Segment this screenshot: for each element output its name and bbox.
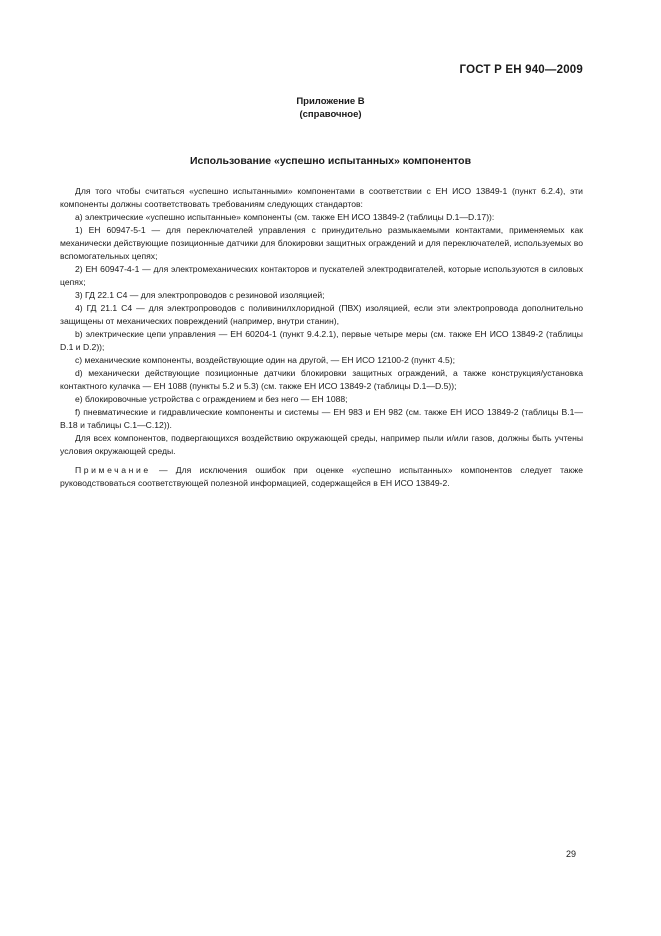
paragraph: c) механические компоненты, воздействующие один на другой, — ЕН ИСО 12100-2 (пункт 4.5);	[75, 355, 456, 365]
note	[60, 464, 583, 490]
annex-title: Приложение В	[296, 96, 365, 107]
document-body	[60, 185, 583, 490]
paragraph: b) электрические цепи управления — ЕН 60204-1 (пункт 9.4.2.1), первые четыре меры (см. также ЕН ИСО 13849-2 (таблицы D.1 и D.2));	[60, 329, 583, 352]
note-text: — Для исключения ошибок при оценке «успешно испытанных» компонентов следует также руководствоваться соответствующей полезной информацией, содержащейся в ЕН ИСО 13849-2.	[60, 465, 583, 488]
paragraph: 4) ГД 21.1 С4 — для электропроводов с поливинилхлоридной (ПВХ) изоляцией, если эти электропровода дополнительно защищены от механических повреждений (например, внутри станин),	[60, 303, 583, 326]
paragraph: Для того чтобы считаться «успешно испытанными» компонентами в соответствии с ЕН ИСО 13849-1 (пункт 6.2.4), эти компоненты должны соответствовать требованиям следующих стандартов:	[60, 186, 583, 209]
note-label: Примечание	[75, 465, 151, 475]
section-title: Использование «успешно испытанных» компонентов	[189, 155, 472, 167]
page-number: 29	[565, 849, 576, 859]
paragraph: а) электрические «успешно испытанные» компоненты (см. также ЕН ИСО 13849-2 (таблицы D.1—D.17)):	[75, 212, 495, 222]
paragraph: 3) ГД 22.1 С4 — для электропроводов с резиновой изоляцией;	[75, 290, 325, 300]
paragraph: d) механически действующие позиционные датчики блокировки защитных ограждений, а также конструкция/установка контактного кулачка — ЕН 1088 (пункты 5.2 и 5.3) (см. также ЕН ИСО 13849-2 (таблицы D.1—D.5));	[60, 368, 583, 391]
annex-subtitle: (справочное)	[299, 109, 362, 120]
paragraph: e) блокировочные устройства с ограждением и без него — ЕН 1088;	[75, 394, 348, 404]
annex-heading	[0, 95, 661, 121]
paragraph: 2) ЕН 60947-4-1 — для электромеханических контакторов и пускателей электродвигателей, которые используются в силовых цепях;	[60, 264, 583, 287]
paragraph: 1) ЕН 60947-5-1 — для переключателей управления с принудительно размыкаемыми контактами, применяемых как механически действующие позиционные датчики для блокировки защитных ограждений и для переключателей, используемых во вспомогательных цепях;	[60, 225, 583, 261]
paragraph: Для всех компонентов, подвергающихся воздействию окружающей среды, например пыли и/или газов, должны быть учтены условия окружающей среды.	[60, 433, 583, 456]
paragraph: f) пневматические и гидравлические компоненты и системы — ЕН 983 и ЕН 982 (см. также ЕН ИСО 13849-2 (таблицы В.1—В.18 и таблицы С.1—С.12)).	[60, 407, 583, 430]
standard-header: ГОСТ Р ЕН 940—2009	[459, 64, 583, 76]
